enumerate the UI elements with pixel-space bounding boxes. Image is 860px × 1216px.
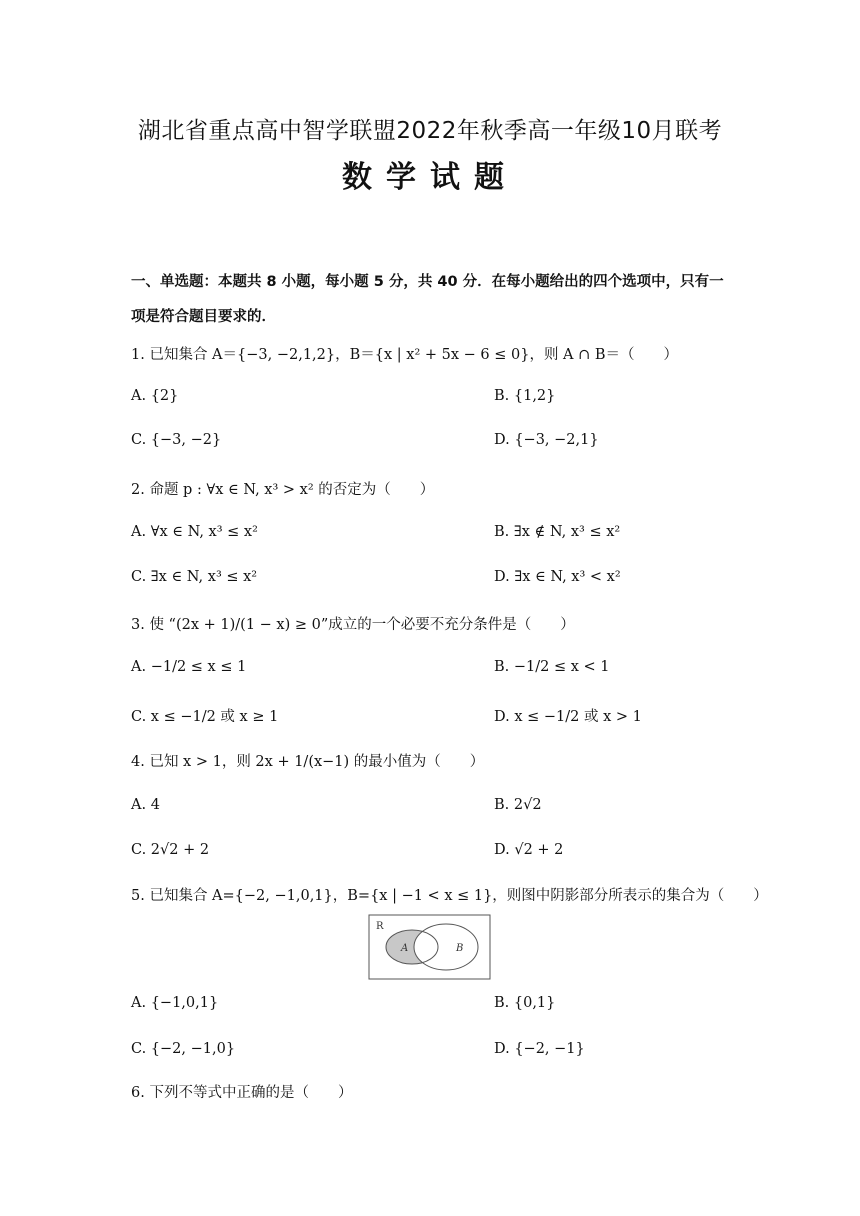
question-1-option-a: A. {2} [131,388,179,404]
question-1-option-d: D. {−3, −2,1} [494,432,599,448]
question-5-option-b: B. {0,1} [494,995,556,1011]
exam-subject: 数学试题 [342,160,518,195]
section-instructions-line2: 项是符合题目要求的． [131,309,276,325]
question-6-stem: 6. 下列不等式中正确的是（ ） [131,1085,353,1101]
question-5-stem: 5. 已知集合 A={−2, −1,0,1}，B={x | −1 < x ≤ 1}，则图中阴影部分所表示的集合为（ ） [131,888,768,904]
question-5-option-a: A. {−1,0,1} [131,995,219,1011]
section-instructions-line1: 一、单选题：本题共 8 小题，每小题 5 分，共 40 分．在每小题给出的四个选项中，只有一 [131,274,724,290]
question-4-stem: 4. 已知 x > 1，则 2x + 1/(x−1) 的最小值为（ ） [131,754,485,770]
question-2-option-a: A. ∀x ∈ N, x³ ≤ x² [131,524,258,540]
question-2-stem: 2. 命题 p : ∀x ∈ N, x³ > x² 的否定为（ ） [131,482,435,498]
venn-set-b-label: B [456,943,464,954]
question-5-option-c: C. {−2, −1,0} [131,1041,236,1057]
exam-title: 湖北省重点高中智学联盟2022年秋季高一年级10月联考 [137,118,723,144]
question-4-option-d: D. √2 + 2 [494,842,564,858]
venn-diagram [368,914,492,982]
question-3-option-b: B. −1/2 ≤ x < 1 [494,659,610,675]
question-1-option-b: B. {1,2} [494,388,556,404]
question-5-option-d: D. {−2, −1} [494,1041,585,1057]
question-2-option-d: D. ∃x ∈ N, x³ < x² [494,569,621,585]
question-3-option-d: D. x ≤ −1/2 或 x > 1 [494,709,642,725]
venn-universe-label: R [376,921,384,932]
question-4-option-b: B. 2√2 [494,797,542,813]
venn-set-a-label: A [401,943,409,954]
question-4-option-c: C. 2√2 + 2 [131,842,210,858]
question-1-option-c: C. {−3, −2} [131,432,222,448]
question-4-option-a: A. 4 [131,797,160,813]
question-3-option-c: C. x ≤ −1/2 或 x ≥ 1 [131,709,279,725]
question-3-option-a: A. −1/2 ≤ x ≤ 1 [131,659,247,675]
question-2-option-c: C. ∃x ∈ N, x³ ≤ x² [131,569,258,585]
question-3-stem: 3. 使 “(2x + 1)/(1 − x) ≥ 0”成立的一个必要不充分条件是（ ） [131,617,575,633]
question-2-option-b: B. ∃x ∉ N, x³ ≤ x² [494,524,621,540]
question-1-stem: 1. 已知集合 A＝{−3, −2,1,2}，B＝{x | x² + 5x − 6 ≤ 0}，则 A ∩ B＝（ ） [131,347,679,363]
